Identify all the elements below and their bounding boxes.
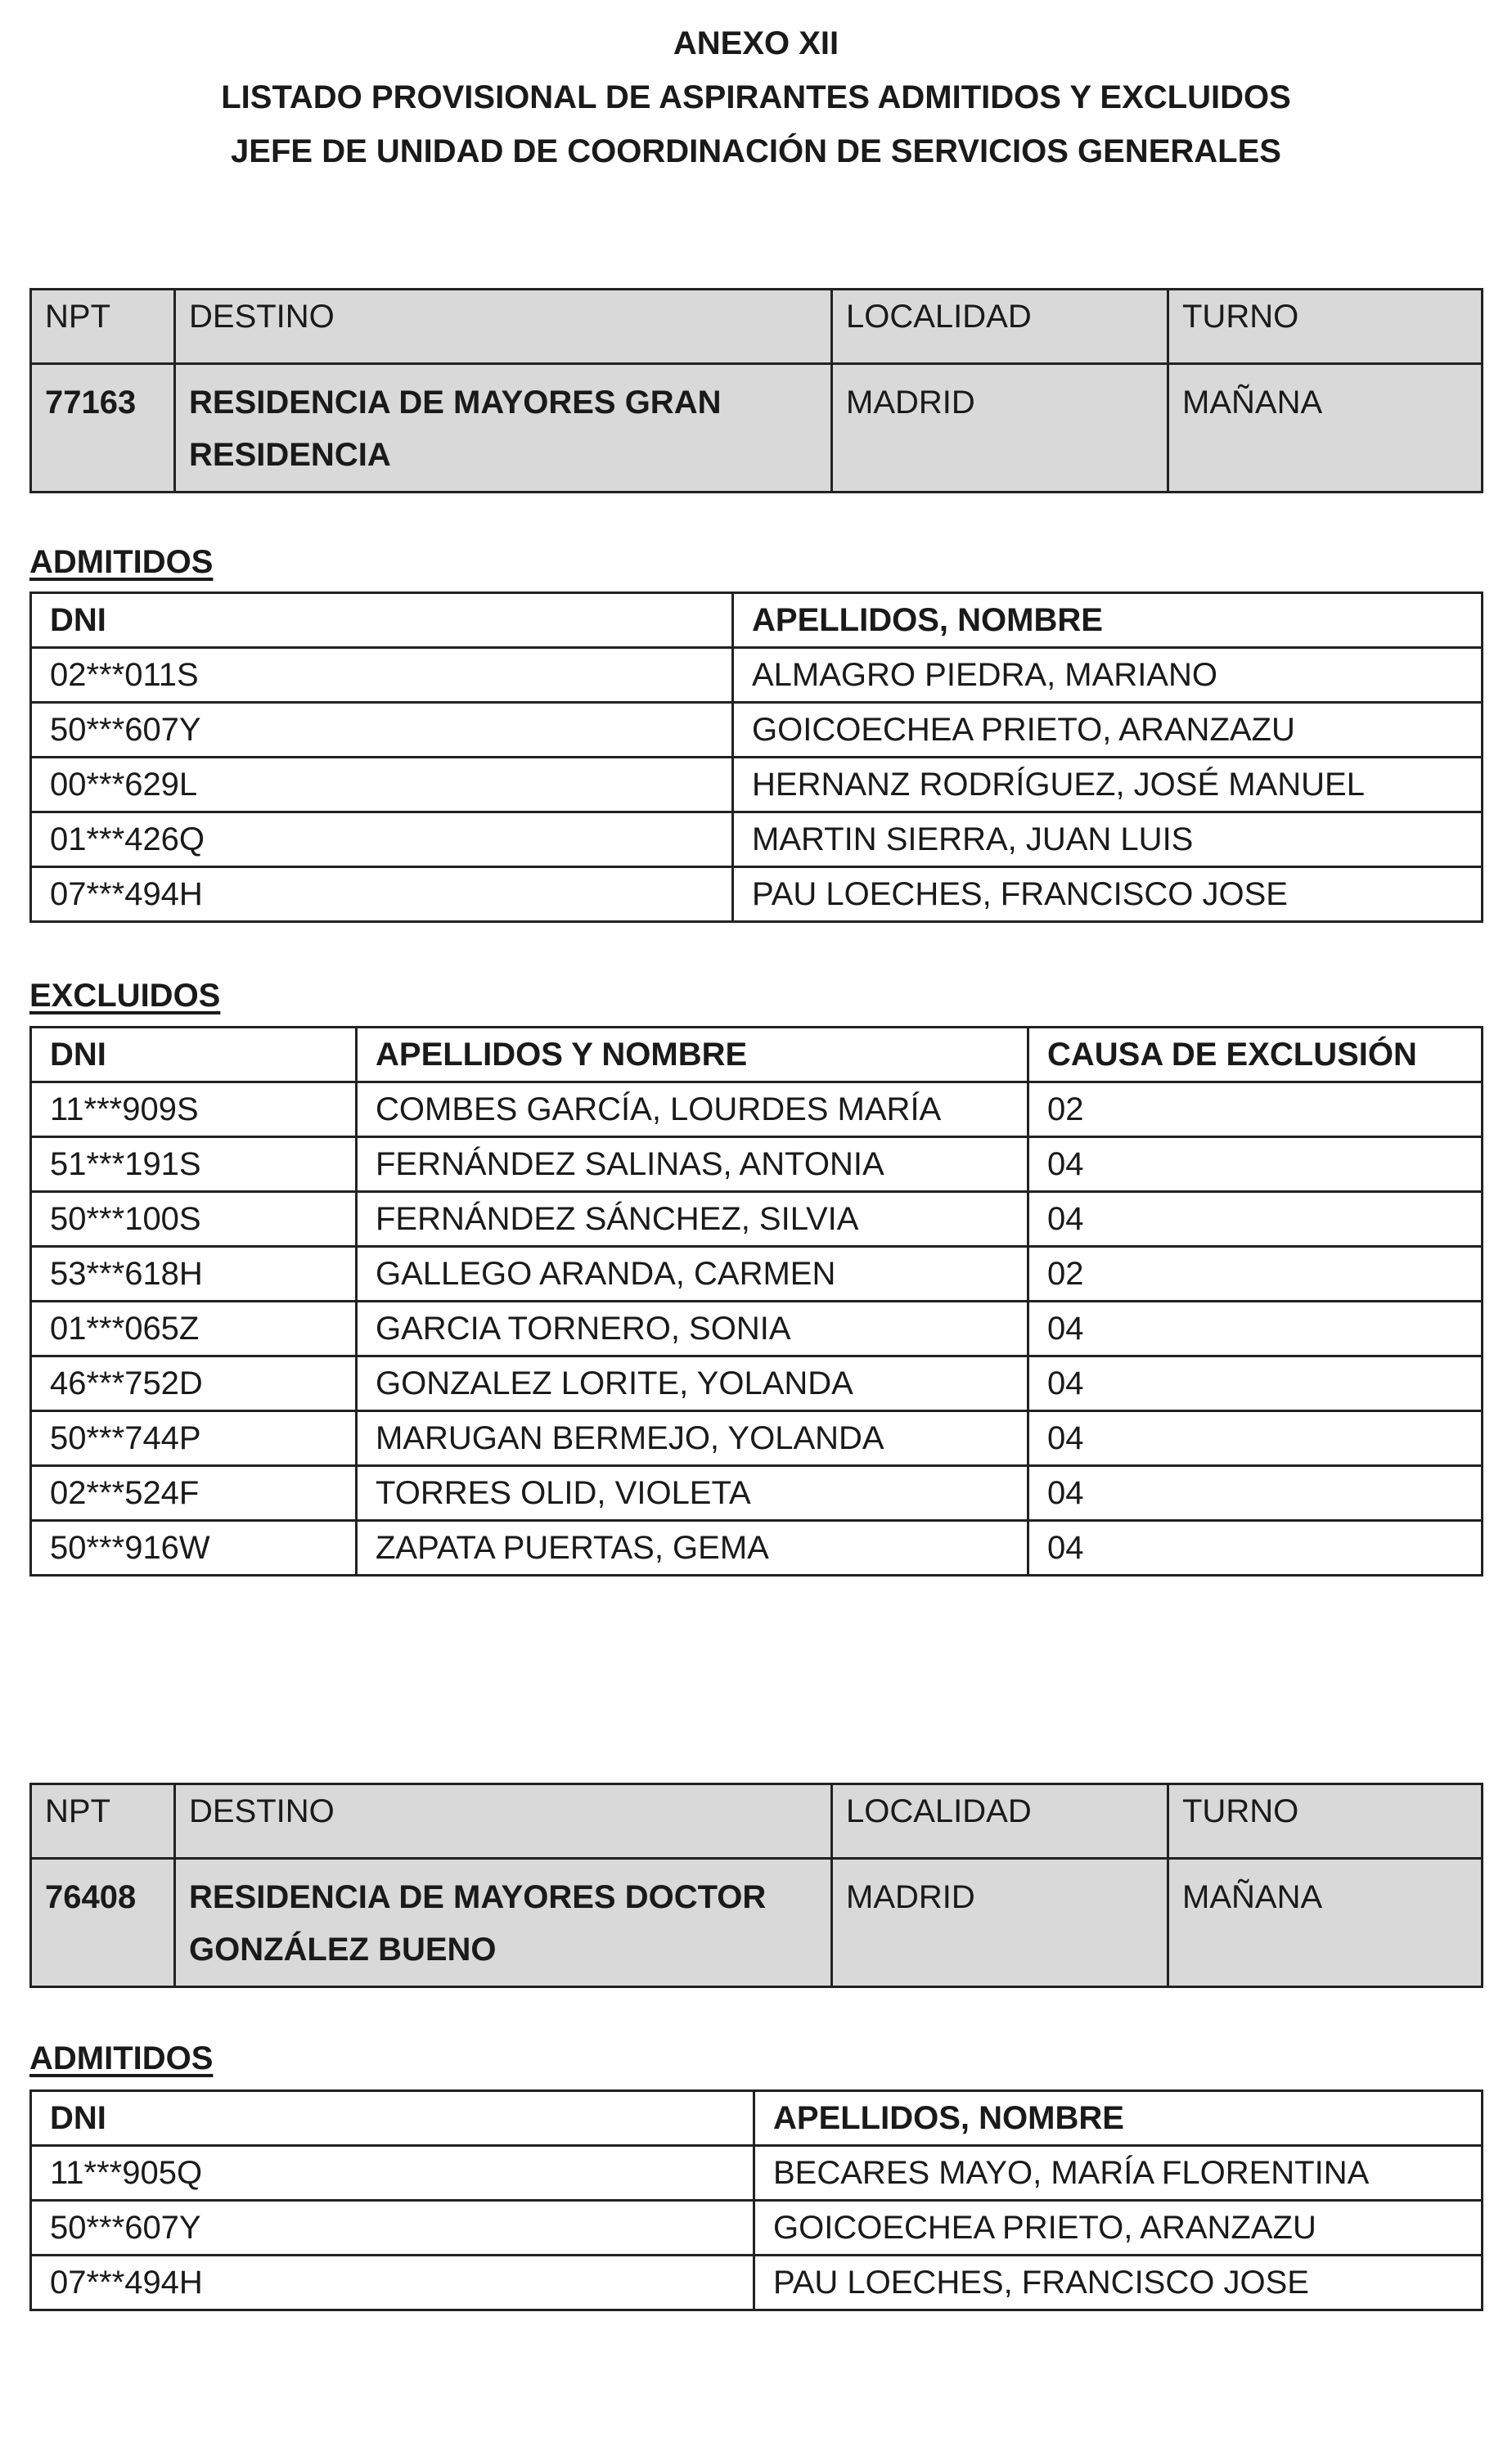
npt-header: NPT — [31, 290, 175, 364]
name-cell: PAU LOECHES, FRANCISCO JOSE — [754, 2256, 1483, 2310]
localidad-header: LOCALIDAD — [832, 290, 1168, 364]
table-header-row — [31, 1028, 1483, 1082]
destino-value — [175, 364, 832, 493]
dni-cell: 02***011S — [31, 648, 733, 703]
localidad-value: MADRID — [832, 1859, 1168, 1987]
name-cell: PAU LOECHES, FRANCISCO JOSE — [733, 867, 1483, 922]
admitidos-label: ADMITIDOS — [29, 544, 214, 580]
dni-cell: 51***191S — [31, 1137, 357, 1192]
dni-cell: 53***618H — [31, 1247, 357, 1302]
npt-header: NPT — [31, 1784, 175, 1859]
turno-header: TURNO — [1168, 1784, 1483, 1859]
table-row — [31, 703, 1483, 758]
destino-line-1: RESIDENCIA DE MAYORES DOCTOR — [189, 1879, 767, 1915]
annex-title: ANEXO XII — [673, 25, 839, 61]
destination-table-76408 — [29, 1783, 1483, 1988]
admitidos-label: ADMITIDOS — [29, 2040, 214, 2076]
destination-header-row — [31, 290, 1483, 364]
list-title: LISTADO PROVISIONAL DE ASPIRANTES ADMITIDOS Y EXCLUIDOS — [221, 79, 1291, 115]
name-cell: GONZALEZ LORITE, YOLANDA — [357, 1356, 1028, 1411]
table-row — [31, 2201, 1483, 2256]
destino-line-2: GONZÁLEZ BUENO — [189, 1932, 497, 1968]
destino-line-2: RESIDENCIA — [189, 437, 391, 473]
table-row — [31, 1411, 1483, 1466]
cause-cell: 04 — [1028, 1356, 1483, 1411]
table-header-row — [31, 2091, 1483, 2146]
localidad-header: LOCALIDAD — [832, 1784, 1168, 1859]
dni-cell: 02***524F — [31, 1466, 357, 1521]
destination-row — [31, 1859, 1483, 1987]
name-cell: TORRES OLID, VIOLETA — [357, 1466, 1028, 1521]
name-cell: GOICOECHEA PRIETO, ARANZAZU — [754, 2201, 1483, 2256]
name-header: APELLIDOS Y NOMBRE — [357, 1028, 1028, 1082]
dni-header: DNI — [31, 593, 733, 648]
cause-cell: 04 — [1028, 1521, 1483, 1576]
name-cell: HERNANZ RODRÍGUEZ, JOSÉ MANUEL — [733, 758, 1483, 812]
cause-header: CAUSA DE EXCLUSIÓN — [1028, 1028, 1483, 1082]
table-row — [31, 812, 1483, 867]
npt-value: 77163 — [31, 364, 175, 493]
dni-cell: 50***916W — [31, 1521, 357, 1576]
dni-cell: 50***607Y — [31, 703, 733, 758]
dni-cell: 11***909S — [31, 1082, 357, 1137]
name-header: APELLIDOS, NOMBRE — [733, 593, 1483, 648]
dni-cell: 00***629L — [31, 758, 733, 812]
table-row — [31, 648, 1483, 703]
dni-cell: 01***065Z — [31, 1302, 357, 1356]
name-cell: COMBES GARCÍA, LOURDES MARÍA — [357, 1082, 1028, 1137]
dni-cell: 07***494H — [31, 867, 733, 922]
cause-cell: 02 — [1028, 1082, 1483, 1137]
dni-cell: 50***100S — [31, 1192, 357, 1247]
name-cell: ALMAGRO PIEDRA, MARIANO — [733, 648, 1483, 703]
cause-cell: 04 — [1028, 1411, 1483, 1466]
destino-header: DESTINO — [175, 290, 832, 364]
excluidos-label: EXCLUIDOS — [29, 978, 221, 1014]
table-row — [31, 1356, 1483, 1411]
name-cell: GOICOECHEA PRIETO, ARANZAZU — [733, 703, 1483, 758]
table-header-row — [31, 593, 1483, 648]
name-cell: ZAPATA PUERTAS, GEMA — [357, 1521, 1028, 1576]
turno-header: TURNO — [1168, 290, 1483, 364]
dni-cell: 50***607Y — [31, 2201, 754, 2256]
cause-cell: 04 — [1028, 1302, 1483, 1356]
destino-value — [175, 1859, 832, 1987]
destination-row — [31, 364, 1483, 493]
table-row — [31, 758, 1483, 812]
name-header: APELLIDOS, NOMBRE — [754, 2091, 1483, 2146]
table-row — [31, 1302, 1483, 1356]
dni-header: DNI — [31, 1028, 357, 1082]
dni-cell: 50***744P — [31, 1411, 357, 1466]
cause-cell: 02 — [1028, 1247, 1483, 1302]
name-cell: MARTIN SIERRA, JUAN LUIS — [733, 812, 1483, 867]
dni-cell: 11***905Q — [31, 2146, 754, 2201]
name-cell: FERNÁNDEZ SÁNCHEZ, SILVIA — [357, 1192, 1028, 1247]
position-title: JEFE DE UNIDAD DE COORDINACIÓN DE SERVICIOS GENERALES — [231, 133, 1281, 169]
table-row — [31, 1466, 1483, 1521]
npt-value: 76408 — [31, 1859, 175, 1987]
destination-header-row — [31, 1784, 1483, 1859]
cause-cell: 04 — [1028, 1137, 1483, 1192]
table-row — [31, 2146, 1483, 2201]
turno-value: MAÑANA — [1168, 364, 1483, 493]
excluidos-table-77163 — [29, 1026, 1483, 1577]
name-cell: GARCIA TORNERO, SONIA — [357, 1302, 1028, 1356]
table-row — [31, 867, 1483, 922]
admitidos-table-76408 — [29, 2089, 1483, 2311]
table-row — [31, 1247, 1483, 1302]
turno-value: MAÑANA — [1168, 1859, 1483, 1987]
name-cell: MARUGAN BERMEJO, YOLANDA — [357, 1411, 1028, 1466]
dni-cell: 07***494H — [31, 2256, 754, 2310]
table-row — [31, 1137, 1483, 1192]
admitidos-table-77163 — [29, 592, 1483, 923]
table-row — [31, 1521, 1483, 1576]
name-cell: BECARES MAYO, MARÍA FLORENTINA — [754, 2146, 1483, 2201]
table-row — [31, 1192, 1483, 1247]
name-cell: FERNÁNDEZ SALINAS, ANTONIA — [357, 1137, 1028, 1192]
dni-cell: 01***426Q — [31, 812, 733, 867]
dni-header: DNI — [31, 2091, 754, 2146]
localidad-value: MADRID — [832, 364, 1168, 493]
document-header — [0, 16, 1512, 178]
destino-header: DESTINO — [175, 1784, 832, 1859]
destination-table-77163 — [29, 288, 1483, 493]
dni-cell: 46***752D — [31, 1356, 357, 1411]
name-cell: GALLEGO ARANDA, CARMEN — [357, 1247, 1028, 1302]
destino-line-1: RESIDENCIA DE MAYORES GRAN — [189, 385, 722, 421]
cause-cell: 04 — [1028, 1192, 1483, 1247]
table-row — [31, 1082, 1483, 1137]
cause-cell: 04 — [1028, 1466, 1483, 1521]
table-row — [31, 2256, 1483, 2310]
